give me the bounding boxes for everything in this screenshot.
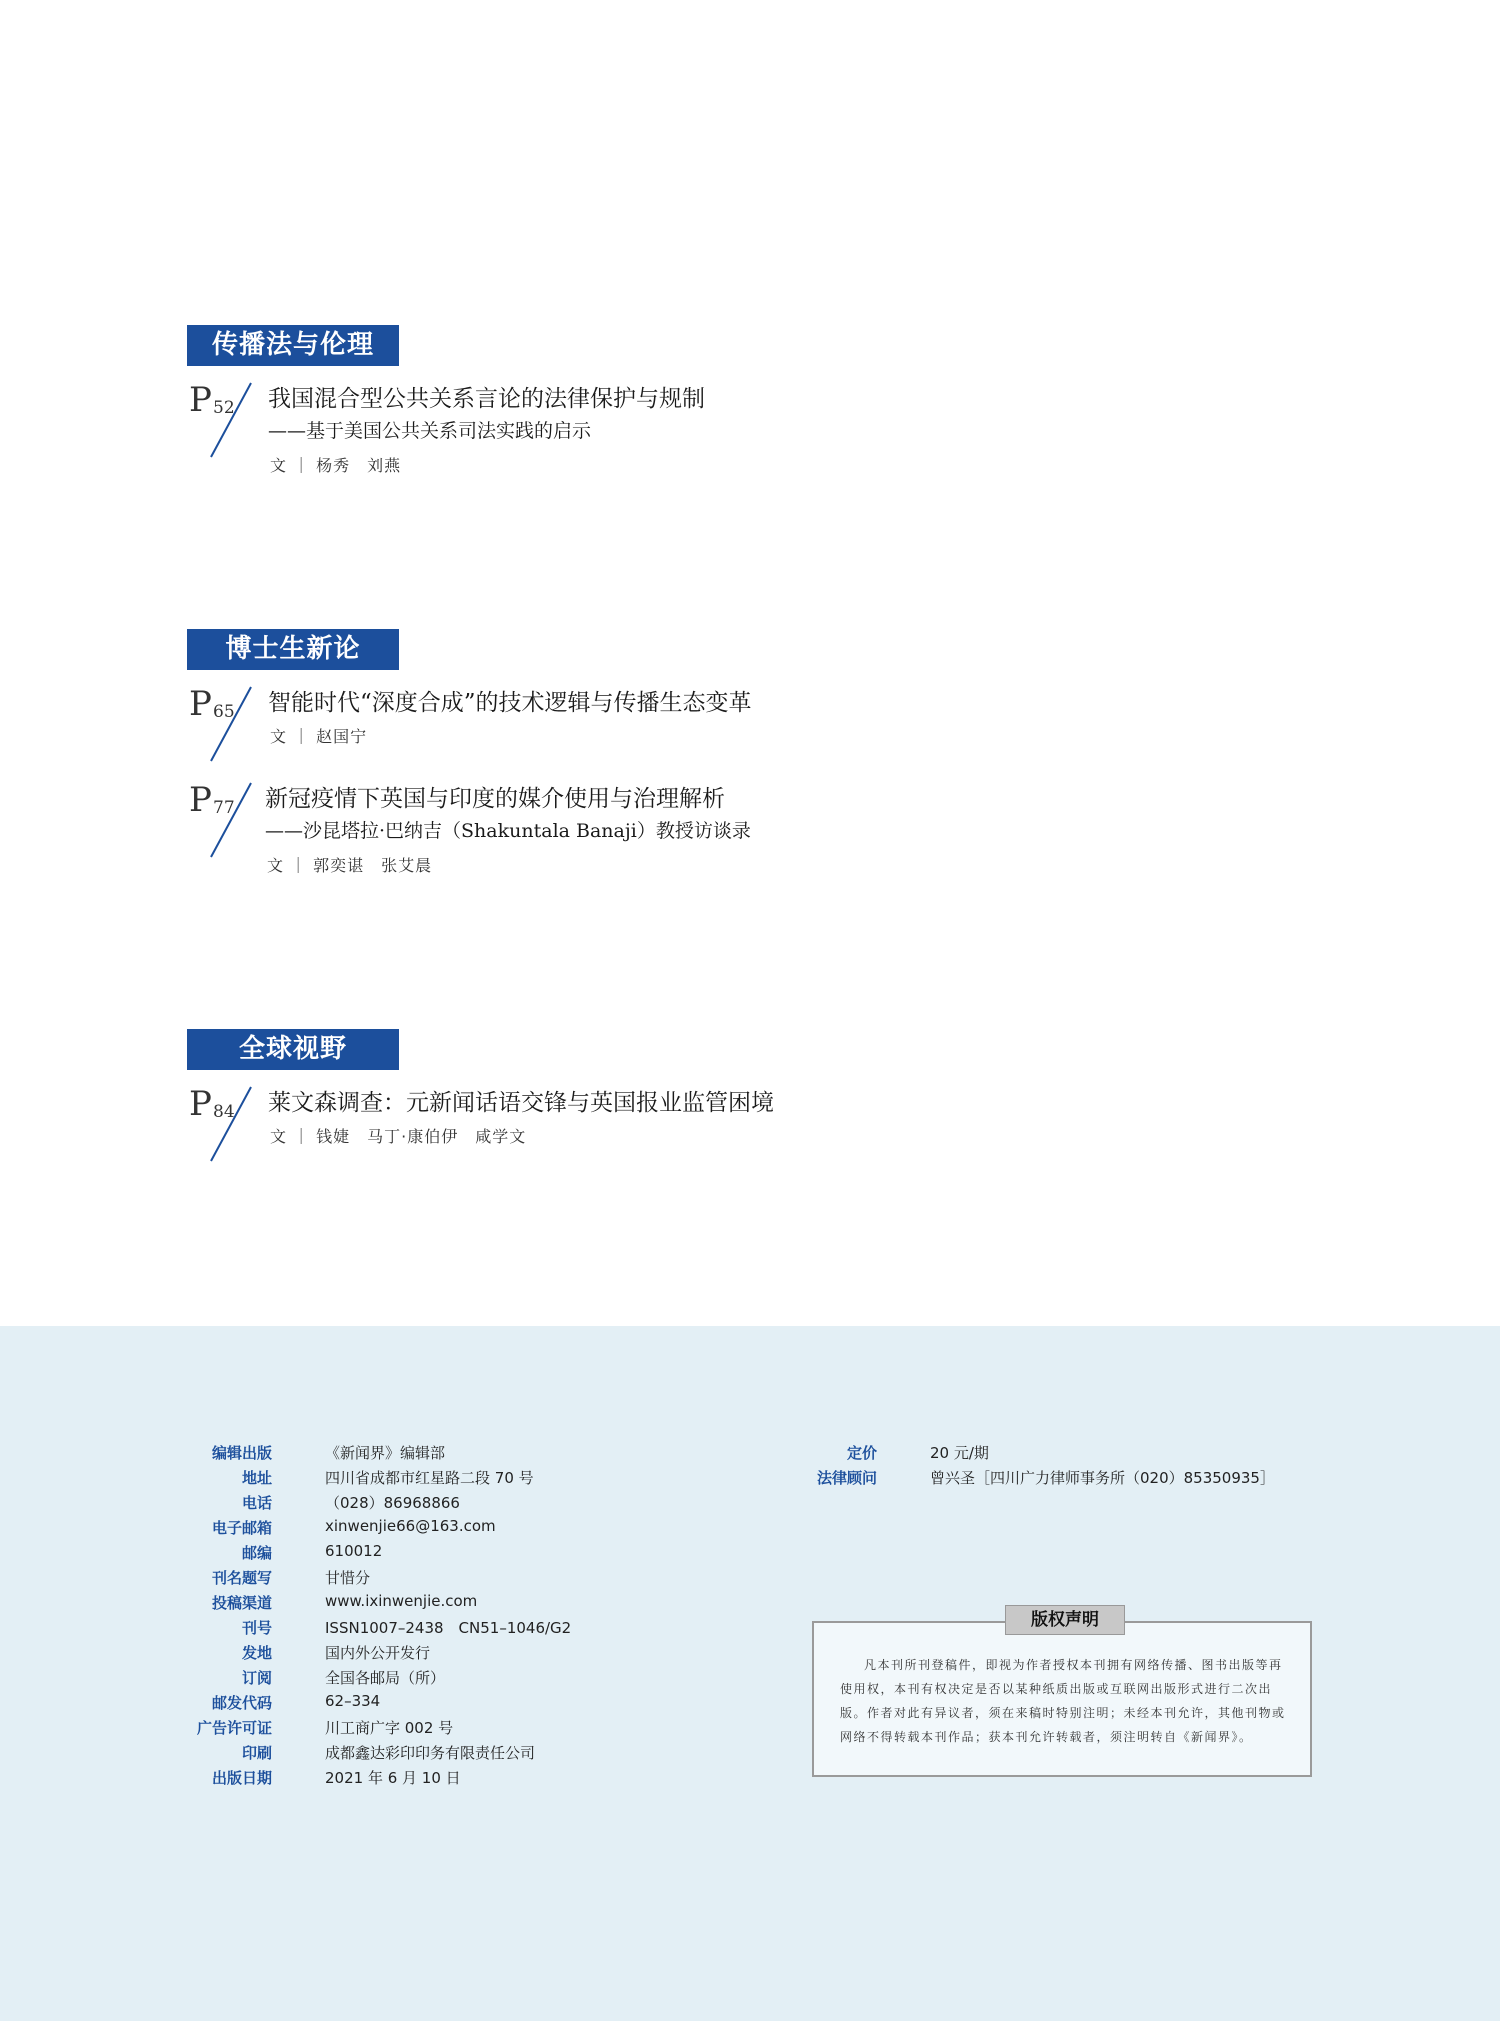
info-label: 订阅 xyxy=(241,1669,272,1687)
page-marker xyxy=(187,684,257,774)
slash-divider-icon xyxy=(187,1084,257,1164)
info-value: 610012 xyxy=(325,1542,383,1560)
page-marker xyxy=(187,1084,257,1174)
info-label: 邮发代码 xyxy=(211,1694,272,1712)
info-label: 电子邮箱 xyxy=(211,1519,272,1537)
slash-divider-icon xyxy=(187,380,257,460)
info-value: 甘惜分 xyxy=(325,1569,371,1587)
info-label: 广告许可证 xyxy=(196,1719,272,1737)
info-value: 四川省成都市红星路二段 70 号 xyxy=(325,1469,534,1487)
article-author: 文 ｜ 杨秀 刘燕 xyxy=(270,456,402,475)
article-subtitle: ——沙昆塔拉·巴纳吉（Shakuntala Banaji）教授访谈录 xyxy=(265,820,751,842)
article-title[interactable]: 新冠疫情下英国与印度的媒介使用与治理解析 xyxy=(265,786,725,812)
page-number: 52 xyxy=(213,398,235,418)
info-value: ISSN1007–2438 CN51–1046/G2 xyxy=(325,1619,572,1637)
page-number: 84 xyxy=(213,1102,235,1122)
slash-divider-icon xyxy=(187,780,257,860)
slash-divider-icon xyxy=(187,684,257,764)
email-link[interactable]: xinwenjie66@163.com xyxy=(325,1517,496,1535)
info-label: 投稿渠道 xyxy=(211,1594,272,1612)
info-value: 62–334 xyxy=(325,1692,381,1710)
info-value: 2021 年 6 月 10 日 xyxy=(325,1769,461,1787)
article-author: 文 ｜ 郭奕谌 张艾晨 xyxy=(267,856,433,875)
info-label: 刊名题写 xyxy=(211,1569,272,1587)
page-prefix: P xyxy=(189,780,212,820)
page-number: 65 xyxy=(213,702,235,722)
article-title[interactable]: 我国混合型公共关系言论的法律保护与规制 xyxy=(268,386,705,412)
page-prefix: P xyxy=(189,380,212,420)
info-label: 定价 xyxy=(846,1444,877,1462)
copyright-text: 凡本刊所刊登稿件，即视为作者授权本刊拥有网络传播、图书出版等再使用权，本刊有权决定是否以某种纸质出版或互联网出版形式进行二次出版。作者对此有异议者，须在来稿时特别注明；未经本刊允许，其他刊物或网络不得转载本刊作品；获本刊允许转载者，须注明转自《新闻界》。 xyxy=(840,1658,1286,1744)
page-marker xyxy=(187,780,257,870)
info-value: 全国各邮局（所） xyxy=(325,1669,446,1687)
info-label: 印刷 xyxy=(241,1744,272,1762)
article-author: 文 ｜ 赵国宁 xyxy=(270,727,368,746)
article-author: 文 ｜ 钱婕 马丁·康伯伊 咸学文 xyxy=(270,1127,527,1146)
article-title[interactable]: 智能时代“深度合成”的技术逻辑与传播生态变革 xyxy=(268,690,752,716)
copyright-title: 版权声明 xyxy=(1005,1605,1125,1635)
info-value: 川工商广字 002 号 xyxy=(325,1719,454,1737)
page-prefix: P xyxy=(189,1084,212,1124)
page-marker xyxy=(187,380,257,470)
copyright-notice xyxy=(812,1610,1312,1777)
info-label: 编辑出版 xyxy=(211,1444,272,1462)
publication-footer xyxy=(0,1326,1500,2021)
info-label: 出版日期 xyxy=(211,1769,272,1787)
info-value: 《新闻界》编辑部 xyxy=(325,1444,446,1462)
info-label: 刊号 xyxy=(241,1619,272,1637)
info-value: 20 元/期 xyxy=(930,1444,989,1462)
article-title[interactable]: 莱文森调查：元新闻话语交锋与英国报业监管困境 xyxy=(268,1090,774,1116)
section-title: 博士生新论 xyxy=(187,629,399,670)
info-label: 电话 xyxy=(241,1494,272,1512)
section-title: 传播法与伦理 xyxy=(187,325,399,366)
article-subtitle: ——基于美国公共关系司法实践的启示 xyxy=(268,420,592,442)
section-title: 全球视野 xyxy=(187,1029,399,1070)
page-number: 77 xyxy=(213,798,235,818)
info-label: 发地 xyxy=(241,1644,272,1662)
info-value: （028）86968866 xyxy=(325,1494,460,1512)
info-value: 成都鑫达彩印印务有限责任公司 xyxy=(325,1744,536,1762)
info-label: 地址 xyxy=(241,1469,272,1487)
info-value: 曾兴圣［四川广力律师事务所（020）85350935］ xyxy=(930,1469,1275,1487)
page-prefix: P xyxy=(189,684,212,724)
info-value: 国内外公开发行 xyxy=(325,1644,431,1662)
website-link[interactable]: www.ixinwenjie.com xyxy=(325,1592,478,1610)
info-label: 邮编 xyxy=(241,1544,272,1562)
info-label: 法律顾问 xyxy=(816,1469,877,1487)
